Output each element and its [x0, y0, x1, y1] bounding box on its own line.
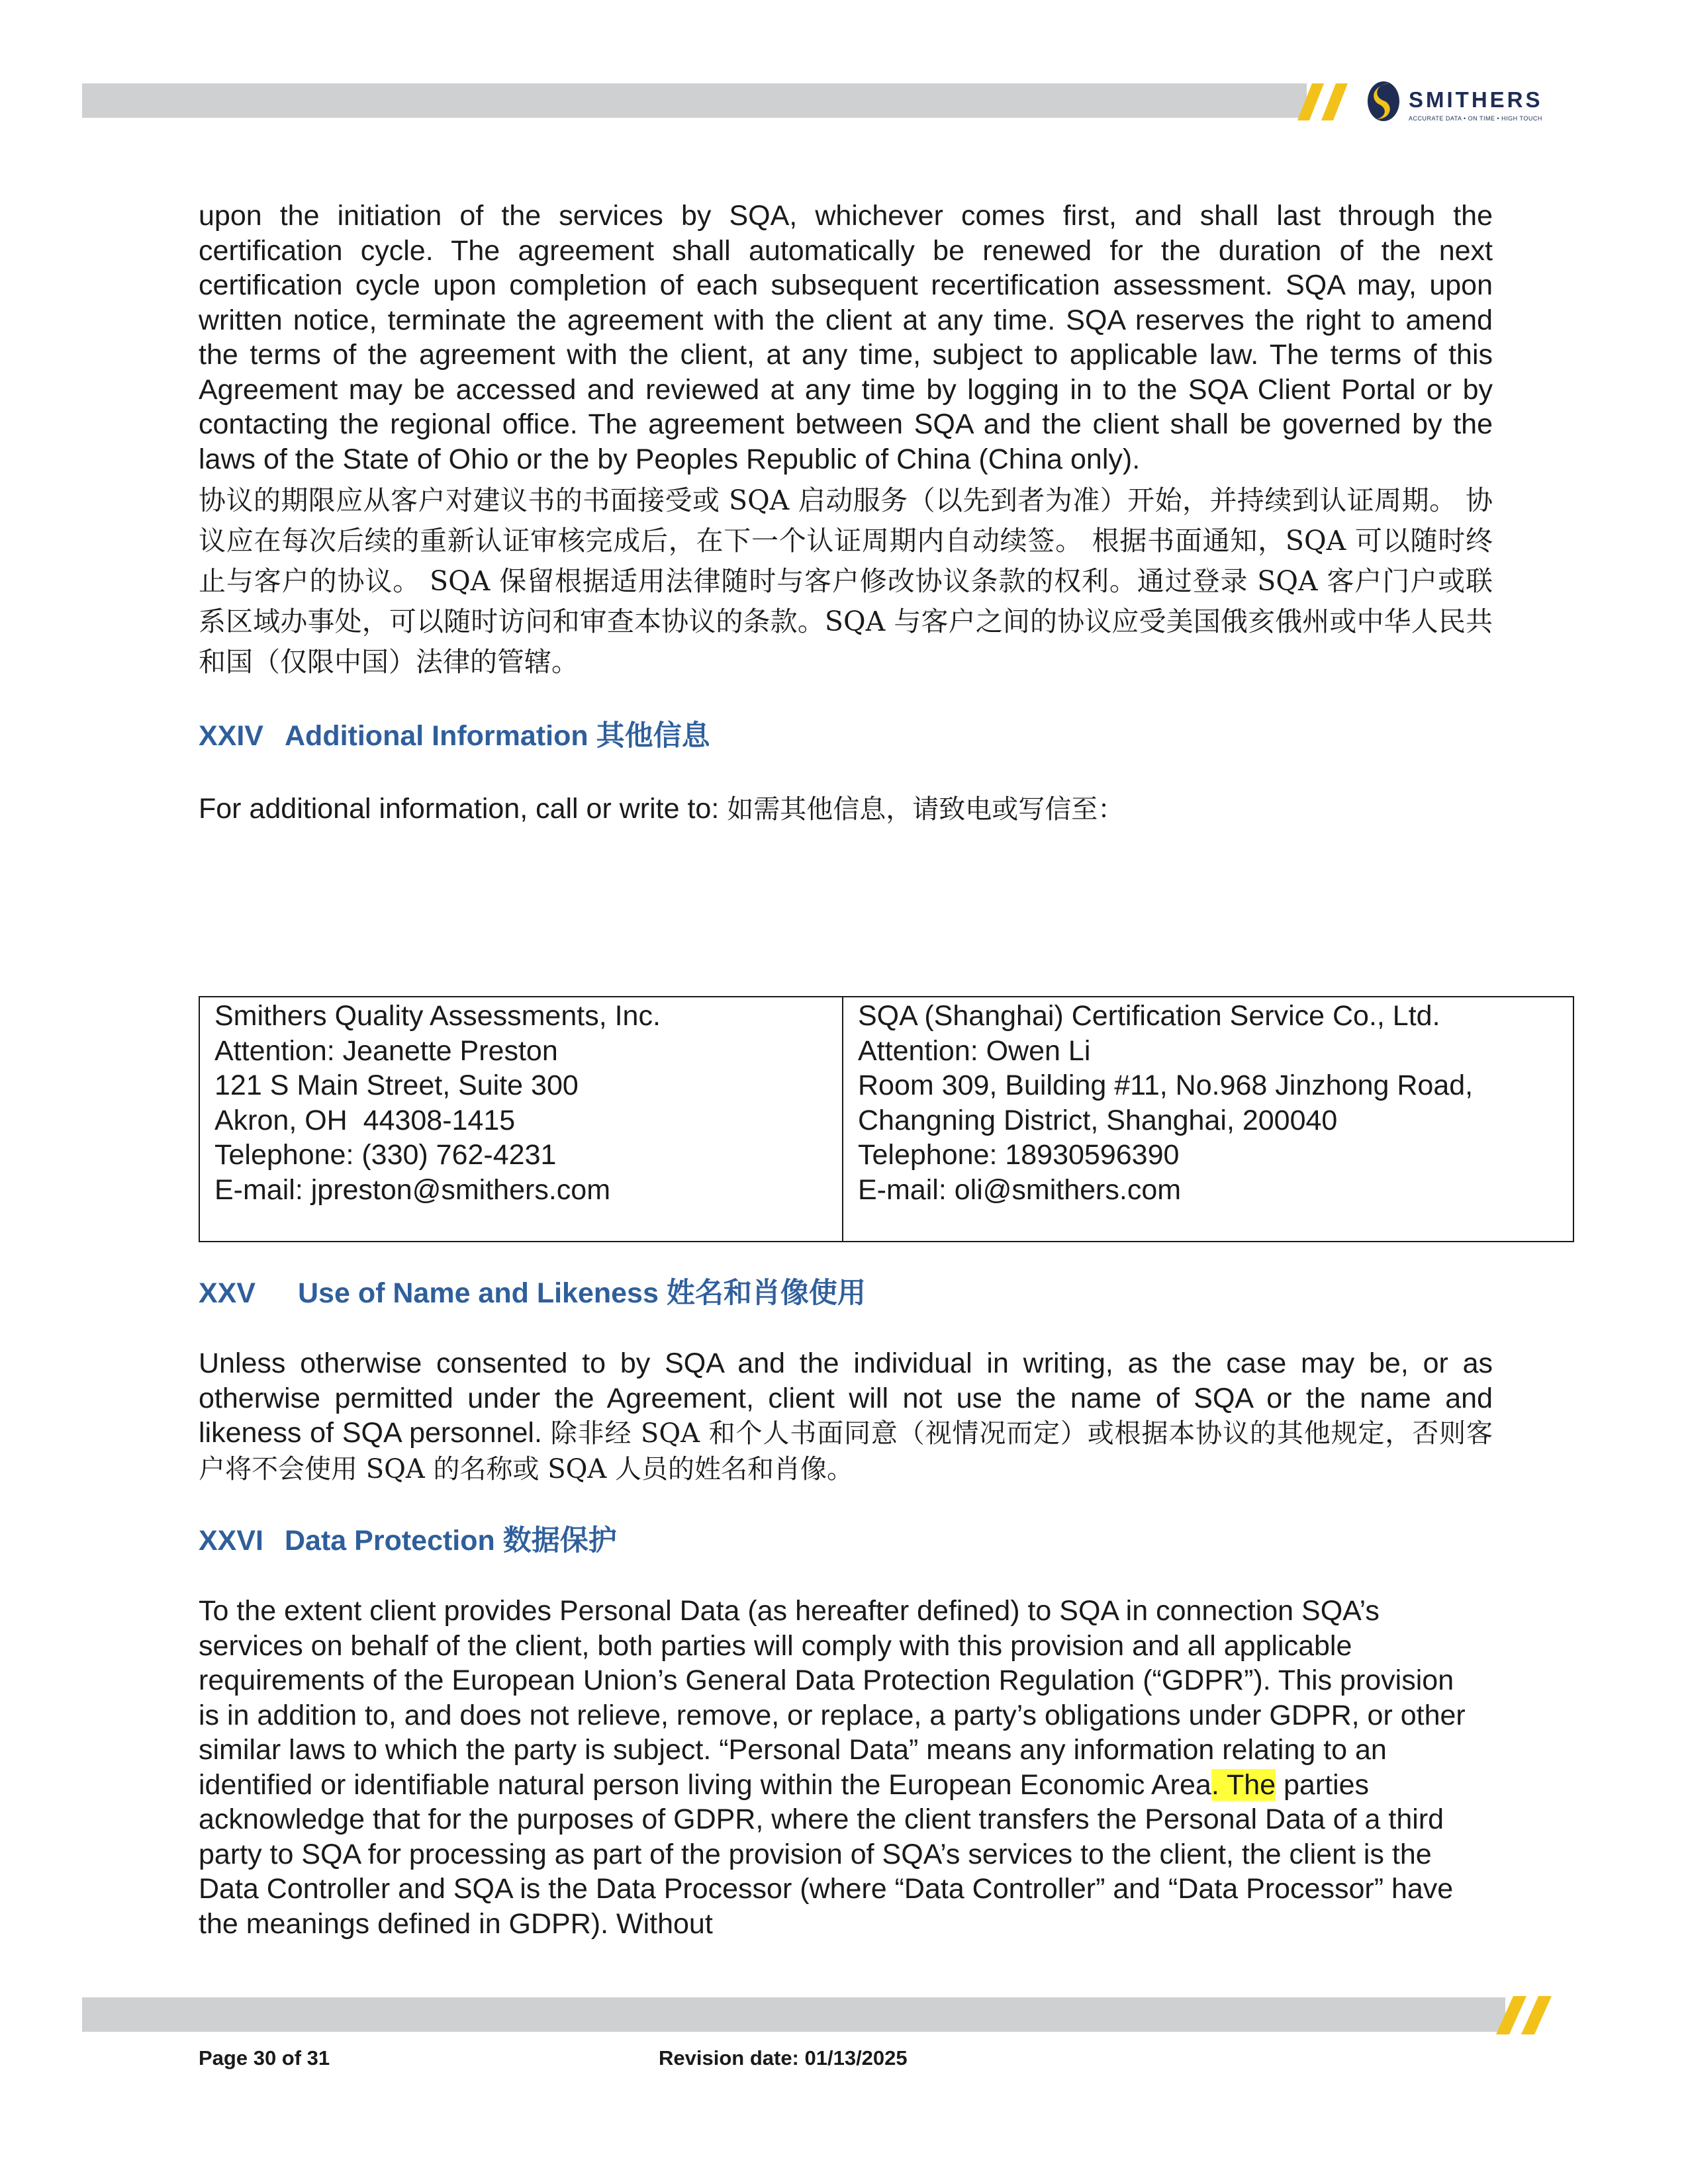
section-xxiv-heading — [199, 719, 1493, 753]
additional-info-text — [199, 792, 1493, 827]
section-number: XXVI — [199, 1525, 263, 1557]
revision-date: Revision date: 01/13/2025 — [659, 2046, 908, 2070]
additional-info-en: For additional information, call or write to: — [199, 793, 727, 825]
document-body-lower — [199, 1276, 1493, 1941]
logo-tagline: ACCURATE DATA • ON TIME • HIGH TOUCH — [1409, 115, 1542, 122]
table-row — [199, 997, 1573, 1242]
contact-cell-us — [199, 997, 843, 1242]
contacts-table — [199, 996, 1574, 1242]
contact-line: Telephone: 18930596390 — [858, 1139, 1180, 1171]
contact-email[interactable]: E-mail: jpreston@smithers.com — [214, 1173, 611, 1206]
smithers-logo-icon — [1364, 78, 1406, 124]
additional-info-cn: 如需其他信息，请致电或写信至： — [727, 794, 1125, 825]
intro-paragraph-en: upon the initiation of the services by SQA, whichever comes first, and shall last through the certification cycle. The agreement shall automatically be renewed for the duration of the next certification cycle upon completion of each subsequent recertification assessment. SQA may, upon written notice, terminate the agreement with the client at any time. SQA reserves the right to amend the terms of the agreement with the client, at any time, subject to applicable law. The terms of this Agreement may be accessed and reviewed at any time by logging in to the SQA Client Portal or by contacting the regional office. The agreement between SQA and the client shall be governed by the laws of the State of Ohio or the by Peoples Republic of China (China only). — [199, 200, 1493, 475]
contact-line: Changning District, Shanghai, 200040 — [858, 1104, 1338, 1136]
section-number: XXIV — [199, 720, 263, 752]
name-likeness-cn: 除非经 SQA 和个人书面同意（视情况而定）或根据本协议的其他规定，否则客户将不会使用 SQA 的名称或 SQA 人员的姓名和肖像。 — [199, 1418, 1493, 1484]
section-number: XXV — [199, 1277, 256, 1309]
contact-line: Telephone: (330) 762-4231 — [214, 1139, 557, 1171]
name-likeness-paragraph — [199, 1346, 1493, 1486]
contact-email[interactable]: E-mail: oli@smithers.com — [858, 1173, 1182, 1206]
header-slash-decoration — [1297, 83, 1357, 120]
footer-slash-decoration — [1496, 1996, 1562, 2034]
contact-line: Attention: Jeanette Preston — [214, 1034, 558, 1067]
highlighted-text: . The — [1211, 1768, 1276, 1801]
contact-line: Smithers Quality Assessments, Inc. — [214, 1000, 661, 1032]
data-protection-text-cont: parties acknowledge that for the purposes of GDPR, where the client transfers the Personal Data of a third party to SQA for processing as part of the provision of SQA’s services to the client, the client is the Data Controller and SQA is the Data Processor (where “Data Controller” and “Data Processor” have the meanings defined in GDPR). Without — [199, 1768, 1454, 1940]
section-xxvi-heading — [199, 1524, 1493, 1558]
contact-line: 121 S Main Street, Suite 300 — [214, 1069, 579, 1101]
section-title: Use of Name and Likeness 姓名和肖像使用 — [298, 1277, 866, 1309]
name-likeness-en: Unless otherwise consented to by SQA and the individual in writing, as the case may be, or as otherwise permitted under the Agreement, client will not use the name of SQA or the name and likeness of SQA personnel. — [199, 1347, 1493, 1449]
intro-paragraph-cn: 协议的期限应从客户对建议书的书面接受或 SQA 启动服务（以先到者为准）开始，并持续到认证周期。 协议应在每次后续的重新认证审核完成后，在下一个认证周期内自动续签。 根据书面通知，SQA 可以随时终止与客户的协议。 SQA 保留根据适用法律随时与客户修改协议条款的权利。通过登录 SQA 客户门户或联系区域办事处，可以随时访问和审查本协议的条款。SQA 与客户之间的协议应受美国俄亥俄州或中华人民共和国（仅限中国）法律的管辖。 — [199, 484, 1493, 678]
document-body — [199, 199, 1493, 827]
smithers-logo — [1364, 78, 1562, 128]
section-title: Additional Information 其他信息 — [285, 720, 710, 752]
contact-line: Attention: Owen Li — [858, 1034, 1091, 1067]
section-title: Data Protection 数据保护 — [285, 1525, 617, 1557]
contact-cell-china — [843, 997, 1573, 1242]
footer-bar — [82, 1997, 1505, 2032]
page-number: Page 30 of 31 — [199, 2046, 330, 2070]
contact-line: Akron, OH 44308-1415 — [214, 1104, 516, 1136]
header-bar — [82, 83, 1307, 118]
section-xxv-heading — [199, 1276, 1493, 1310]
logo-wordmark: SMITHERS — [1409, 87, 1543, 112]
data-protection-paragraph — [199, 1594, 1476, 1941]
data-protection-text: To the extent client provides Personal Data (as hereafter defined) to SQA in connection SQA’s services on behalf of the client, both parties will comply with this provision and all applicable requirements of the European Union’s General Data Protection Regulation (“GDPR”). This provision is in addition to, and does not relieve, remove, or replace, a party’s obligations under GDPR, or other similar laws to which the party is subject. “Personal Data” means any information relating to an identified or identifiable natural person living within the European Economic Area — [199, 1595, 1466, 1801]
contact-line: Room 309, Building #11, No.968 Jinzhong Road, — [858, 1069, 1474, 1101]
contact-line: SQA (Shanghai) Certification Service Co., Ltd. — [858, 1000, 1440, 1032]
